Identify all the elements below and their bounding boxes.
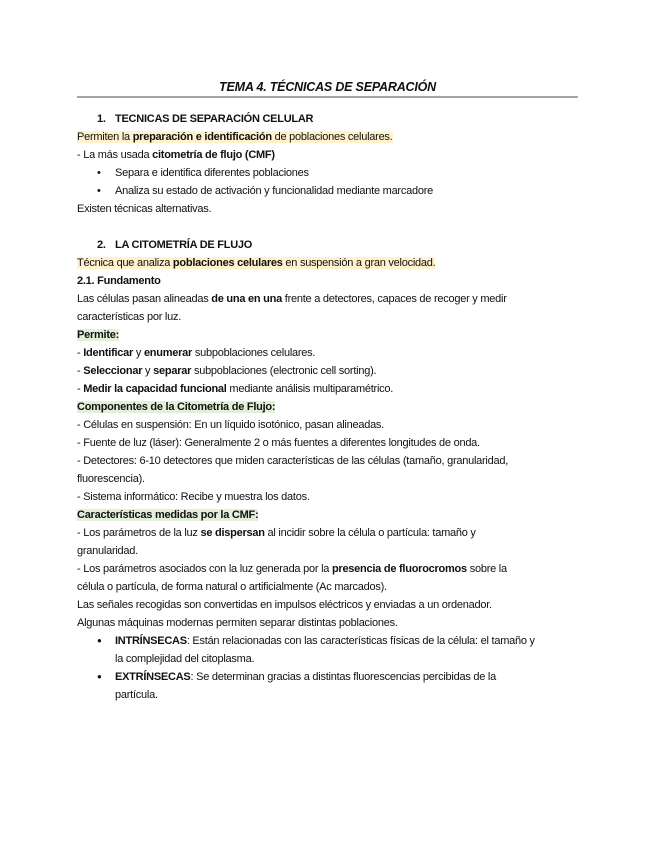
section-2-number: 2. bbox=[97, 239, 106, 251]
section-1-number: 1. bbox=[97, 113, 106, 125]
text-run: - bbox=[77, 383, 84, 395]
permite-item-1 bbox=[77, 344, 582, 362]
list-item: • Separa e identifica diferentes poblaciones bbox=[77, 164, 582, 182]
text-run: al incidir sobre la célula o partícula: tamaño y bbox=[264, 527, 476, 539]
fundamento-line-1 bbox=[77, 290, 582, 308]
bold-run: se dispersan bbox=[200, 527, 265, 539]
permite-item-2 bbox=[77, 362, 582, 380]
section-1-intro bbox=[77, 128, 582, 146]
text-run: Las células pasan alineadas bbox=[77, 293, 212, 305]
bold-run: Identificar bbox=[83, 347, 134, 359]
componentes-label: Componentes de la Citometría de Flujo: bbox=[77, 401, 276, 413]
bold-run: Medir la capacidad funcional bbox=[83, 383, 227, 395]
fundamento-line-2: características por luz. bbox=[77, 311, 182, 323]
permite-label: Permite: bbox=[77, 329, 120, 341]
permite-item-3 bbox=[77, 380, 582, 398]
extrinsecas-continuation: partícula. bbox=[115, 689, 158, 701]
bold-run: de una en una bbox=[211, 293, 282, 305]
componente-item: - Detectores: 6-10 detectores que miden características de las células (tamaño, granularidad, bbox=[77, 455, 509, 467]
maquinas-line: Algunas máquinas modernas permiten separar distintas poblaciones. bbox=[77, 617, 398, 629]
document-body bbox=[77, 110, 582, 704]
intrinsecas-item bbox=[77, 632, 582, 650]
text-run: - Los parámetros asociados con la luz generada por la bbox=[77, 563, 332, 575]
componente-item: - Fuente de luz (láser): Generalmente 2 o más fuentes a diferentes longitudes de onda. bbox=[77, 437, 480, 449]
text-run: y bbox=[142, 365, 154, 377]
section-1-heading bbox=[77, 110, 582, 128]
text-run: - Los parámetros de la luz bbox=[77, 527, 201, 539]
title-wrap bbox=[77, 78, 578, 96]
spacer bbox=[77, 218, 582, 236]
bold-run: separar bbox=[153, 365, 192, 377]
text-run: Técnica que analiza bbox=[77, 257, 173, 269]
text-run: - La más usada bbox=[77, 149, 153, 161]
text-run: - bbox=[77, 347, 84, 359]
section-2-heading bbox=[77, 236, 582, 254]
medida-item-2-continuation: célula o partícula, de forma natural o artificialmente (Ac marcados). bbox=[77, 581, 387, 593]
cmf-line bbox=[77, 146, 582, 164]
text-run: de poblaciones celulares. bbox=[271, 131, 393, 143]
text-run: mediante análisis multiparamétrico. bbox=[226, 383, 394, 395]
bold-run: preparación e identificación bbox=[132, 131, 272, 143]
bold-run: poblaciones celulares bbox=[172, 257, 283, 269]
text-run: Permiten la bbox=[77, 131, 133, 143]
bold-run: Seleccionar bbox=[83, 365, 143, 377]
bold-run: INTRÍNSECAS bbox=[115, 635, 187, 647]
componente-item: - Células en suspensión: En un líquido isotónico, pasan alineadas. bbox=[77, 419, 384, 431]
subsection-heading bbox=[77, 272, 582, 290]
section-2-intro bbox=[77, 254, 582, 272]
text-run: : Se determinan gracias a distintas fluorescencias percibidas de la bbox=[190, 671, 496, 683]
caracteristicas-heading bbox=[77, 506, 582, 524]
text-run: y bbox=[133, 347, 144, 359]
text-run: en suspensión a gran velocidad. bbox=[282, 257, 436, 269]
title-underline bbox=[77, 96, 578, 98]
section-2-title: LA CITOMETRÍA DE FLUJO bbox=[115, 239, 253, 251]
caracteristicas-label: Características medidas por la CMF: bbox=[77, 509, 259, 521]
bold-run: presencia de fluorocromos bbox=[331, 563, 467, 575]
componente-item-continuation: fluorescencia). bbox=[77, 473, 145, 485]
bold-run: enumerar bbox=[143, 347, 193, 359]
section-2-intro-highlight bbox=[77, 257, 435, 269]
text-run: sobre la bbox=[466, 563, 507, 575]
bold-run: citometría de flujo (CMF) bbox=[152, 149, 275, 161]
componentes-heading bbox=[77, 398, 582, 416]
page-title: TEMA 4. TÉCNICAS DE SEPARACIÓN bbox=[219, 80, 436, 94]
medida-item-1-continuation: granularidad. bbox=[77, 545, 138, 557]
text-run: subpoblaciones celulares. bbox=[192, 347, 316, 359]
list-item: • Analiza su estado de activación y funcionalidad mediante marcadore bbox=[77, 182, 582, 200]
extrinsecas-item bbox=[77, 668, 582, 686]
text-run: - bbox=[77, 365, 84, 377]
medida-item-1 bbox=[77, 524, 582, 542]
text-run: frente a detectores, capaces de recoger y medir bbox=[281, 293, 507, 305]
intrinsecas-continuation: la complejidad del citoplasma. bbox=[115, 653, 255, 665]
section-1-intro-highlight bbox=[77, 131, 393, 143]
componente-item: - Sistema informático: Recibe y muestra los datos. bbox=[77, 491, 310, 503]
subsection-title: 2.1. Fundamento bbox=[77, 275, 161, 287]
senales-line: Las señales recogidas son convertidas en impulsos eléctricos y enviadas a un ordenador. bbox=[77, 599, 492, 611]
bold-run: EXTRÍNSECAS bbox=[115, 671, 191, 683]
medida-item-2 bbox=[77, 560, 582, 578]
permite-heading bbox=[77, 326, 582, 344]
section-1-title: TECNICAS DE SEPARACIÓN CELULAR bbox=[115, 113, 314, 125]
alternatives-line: Existen técnicas alternativas. bbox=[77, 203, 212, 215]
text-run: subpoblaciones (electronic cell sorting). bbox=[191, 365, 377, 377]
text-run: : Están relacionadas con las características físicas de la célula: el tamaño y bbox=[186, 635, 535, 647]
